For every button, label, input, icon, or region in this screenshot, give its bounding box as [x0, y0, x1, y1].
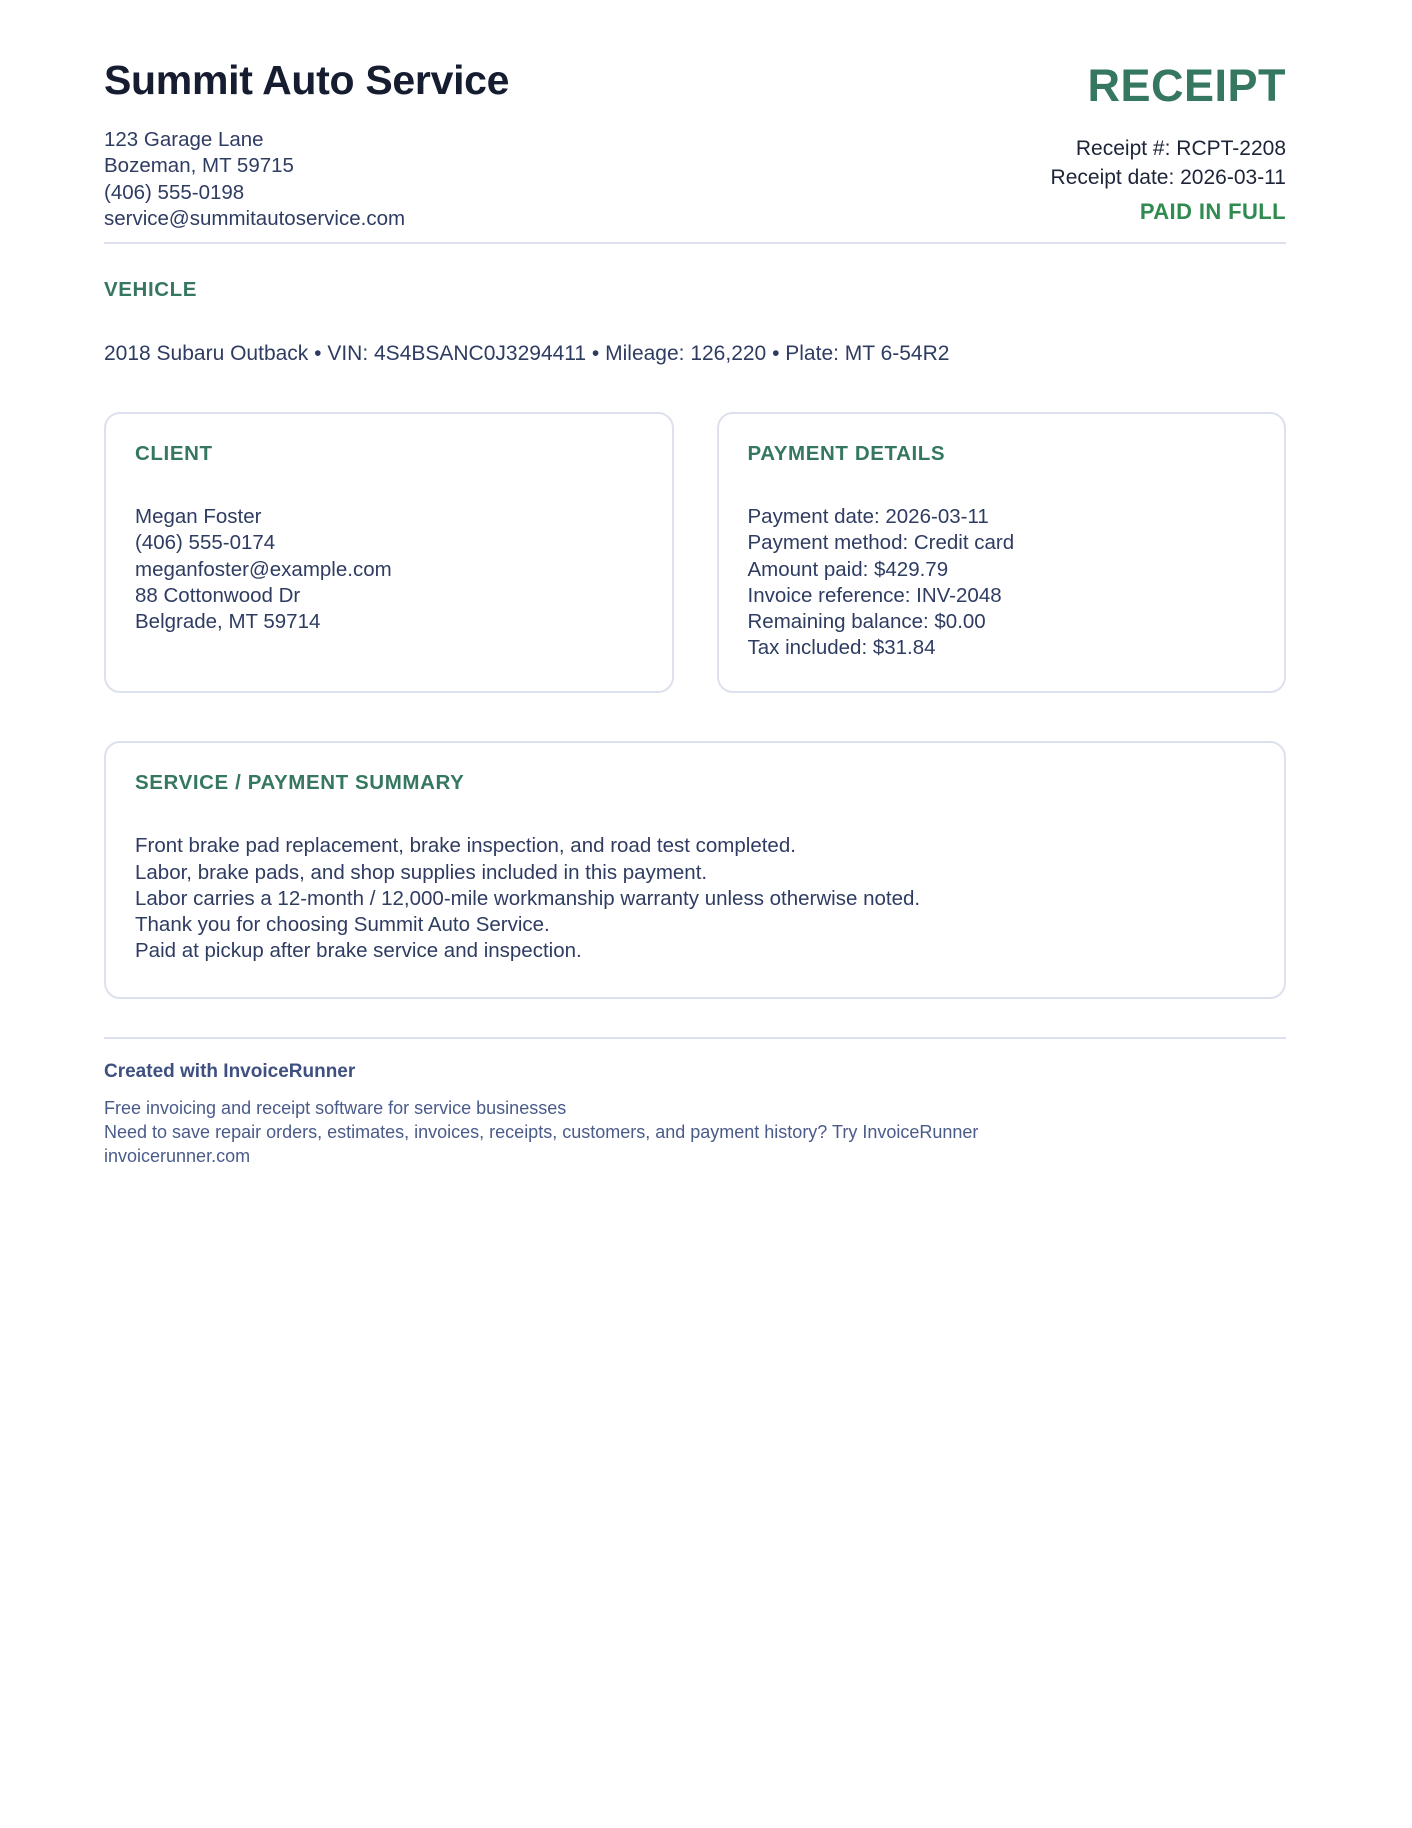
client-card-body — [135, 504, 643, 635]
client-card — [104, 412, 674, 693]
status-badge: PAID IN FULL — [1139, 199, 1286, 225]
receipt-header — [104, 58, 1286, 232]
document-meta-block — [1051, 58, 1286, 225]
footer-tagline: Free invoicing and receipt software for service businesses — [104, 1098, 567, 1119]
client-street: 88 Cottonwood Dr — [135, 583, 301, 607]
invoice-reference: Invoice reference: INV-2048 — [747, 583, 1002, 607]
vehicle-heading: VEHICLE — [104, 278, 198, 302]
receipt-number: Receipt #: RCPT-2208 — [1075, 137, 1286, 161]
receipt-content — [104, 58, 1286, 1169]
client-email: meganfoster@example.com — [135, 557, 392, 581]
payment-details-card — [717, 412, 1287, 693]
vehicle-details: 2018 Subaru Outback • VIN: 4S4BSANC0J3294411 • Mileage: 126,220 • Plate: MT 6-54R2 — [104, 342, 950, 366]
footer-divider — [104, 1037, 1286, 1039]
header-divider — [104, 242, 1286, 244]
summary-line-1: Front brake pad replacement, brake inspection, and road test completed. — [135, 834, 796, 858]
client-phone: (406) 555-0174 — [135, 531, 276, 555]
summary-line-5: Paid at pickup after brake service and inspection. — [135, 939, 582, 963]
payment-card-title: PAYMENT DETAILS — [747, 442, 946, 466]
business-email: service@summitautoservice.com — [104, 206, 406, 230]
footer-promo: Need to save repair orders, estimates, invoices, receipts, customers, and payment history? Try InvoiceRunner — [104, 1122, 979, 1143]
summary-line-3: Labor carries a 12-month / 12,000-mile workmanship warranty unless otherwise noted. — [135, 886, 921, 910]
footer-website[interactable]: invoicerunner.com — [104, 1146, 251, 1167]
receipt-date: Receipt date: 2026-03-11 — [1050, 166, 1286, 190]
client-card-title: CLIENT — [135, 442, 213, 466]
payment-card-body — [748, 504, 1256, 661]
client-name: Megan Foster — [135, 505, 262, 529]
amount-paid: Amount paid: $429.79 — [747, 557, 949, 581]
document-title: RECEIPT — [1087, 60, 1286, 111]
tax-included: Tax included: $31.84 — [747, 636, 936, 660]
business-block — [104, 58, 509, 232]
business-address-line-1: 123 Garage Lane — [104, 128, 264, 152]
info-cards-row — [104, 412, 1286, 693]
summary-card-body — [135, 833, 1255, 964]
payment-date: Payment date: 2026-03-11 — [747, 505, 989, 529]
payment-method: Payment method: Credit card — [747, 531, 1015, 555]
receipt-footer — [104, 1037, 1286, 1169]
service-summary-card — [104, 741, 1286, 999]
summary-line-4: Thank you for choosing Summit Auto Service. — [135, 913, 550, 937]
footer-brand: Created with InvoiceRunner — [104, 1061, 356, 1083]
business-phone: (406) 555-0198 — [104, 180, 245, 204]
remaining-balance: Remaining balance: $0.00 — [747, 609, 986, 633]
summary-line-2: Labor, brake pads, and shop supplies included in this payment. — [135, 860, 708, 884]
business-name: Summit Auto Service — [104, 57, 510, 103]
business-address-line-2: Bozeman, MT 59715 — [104, 154, 294, 178]
summary-card-title: SERVICE / PAYMENT SUMMARY — [135, 771, 465, 795]
client-city-state-zip: Belgrade, MT 59714 — [135, 609, 321, 633]
